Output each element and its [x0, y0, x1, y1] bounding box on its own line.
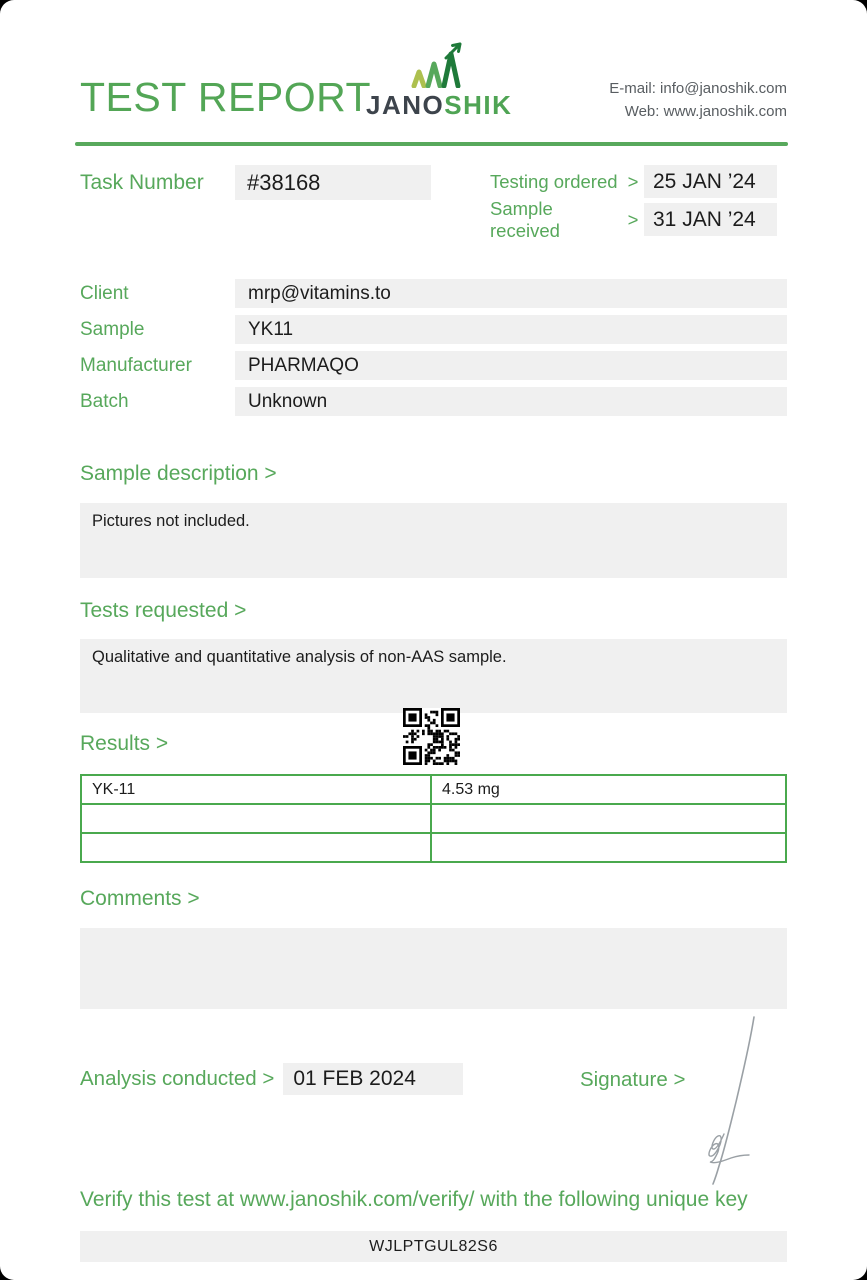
result-row [81, 804, 786, 833]
testing-ordered-value: 25 JAN ’24 [644, 165, 777, 198]
task-number-label: Task Number [80, 170, 204, 194]
batch-label: Batch [80, 390, 129, 412]
sample-row [80, 315, 787, 344]
logo-text-dark: JANO [366, 90, 445, 120]
comments-box [80, 928, 787, 1009]
sample-label: Sample [80, 318, 145, 340]
web-value: www.janoshik.com [663, 103, 787, 120]
email-value: info@janoshik.com [660, 80, 787, 97]
analysis-conducted-label: Analysis conducted > [80, 1067, 275, 1090]
results-heading: Results > [80, 732, 169, 755]
sample-value: YK11 [235, 315, 787, 344]
result-name [81, 833, 431, 862]
analysis-conducted-date: 01 FEB 2024 [283, 1063, 463, 1095]
dates-block [490, 165, 777, 241]
email-line [609, 77, 787, 100]
testing-ordered-arrow: > [627, 170, 639, 192]
client-label: Client [80, 282, 129, 304]
result-row [81, 775, 786, 804]
contact-info [609, 77, 787, 123]
result-name: YK-11 [81, 775, 431, 804]
client-row [80, 279, 787, 308]
client-value: mrp@vitamins.to [235, 279, 787, 308]
result-row [81, 833, 786, 862]
web-label: Web: [624, 103, 660, 120]
manufacturer-value: PHARMAQO [235, 351, 787, 380]
comments-heading: Comments > [80, 887, 200, 910]
page-title: TEST REPORT [80, 74, 372, 120]
result-value [431, 804, 786, 833]
header-divider [75, 142, 788, 146]
batch-value: Unknown [235, 387, 787, 416]
sample-description-heading: Sample description > [80, 462, 277, 485]
sample-received-label: Sample received [490, 197, 560, 241]
logo-wordmark [366, 90, 513, 121]
result-name [81, 804, 431, 833]
manufacturer-row [80, 351, 787, 380]
growth-chart-icon [402, 42, 468, 88]
qr-code [403, 708, 460, 765]
testing-ordered-label: Testing ordered [490, 170, 618, 192]
verify-instruction: Verify this test at www.janoshik.com/verify/ with the following unique key [80, 1188, 748, 1211]
tests-requested-box: Qualitative and quantitative analysis of non-AAS sample. [80, 639, 787, 713]
sample-description-box: Pictures not included. [80, 503, 787, 578]
task-number-value: #38168 [235, 165, 431, 200]
signature-image [690, 1014, 780, 1186]
web-line [609, 100, 787, 123]
sample-received-value: 31 JAN ’24 [644, 203, 777, 236]
result-value [431, 833, 786, 862]
sample-details [80, 279, 787, 423]
testing-ordered-row [490, 165, 777, 198]
analysis-conducted-row [80, 1063, 463, 1095]
task-number-row [80, 165, 431, 200]
result-value: 4.53 mg [431, 775, 786, 804]
tests-requested-heading: Tests requested > [80, 599, 247, 622]
logo-text-green: SHIK [444, 90, 513, 120]
batch-row [80, 387, 787, 416]
email-label: E-mail: [609, 80, 656, 97]
janoshik-logo [366, 42, 513, 121]
results-table [80, 774, 787, 863]
manufacturer-label: Manufacturer [80, 354, 192, 376]
signature-label: Signature > [580, 1068, 686, 1091]
sample-received-arrow: > [627, 208, 639, 230]
sample-received-row [490, 197, 777, 241]
unique-key: WJLPTGUL82S6 [80, 1231, 787, 1262]
